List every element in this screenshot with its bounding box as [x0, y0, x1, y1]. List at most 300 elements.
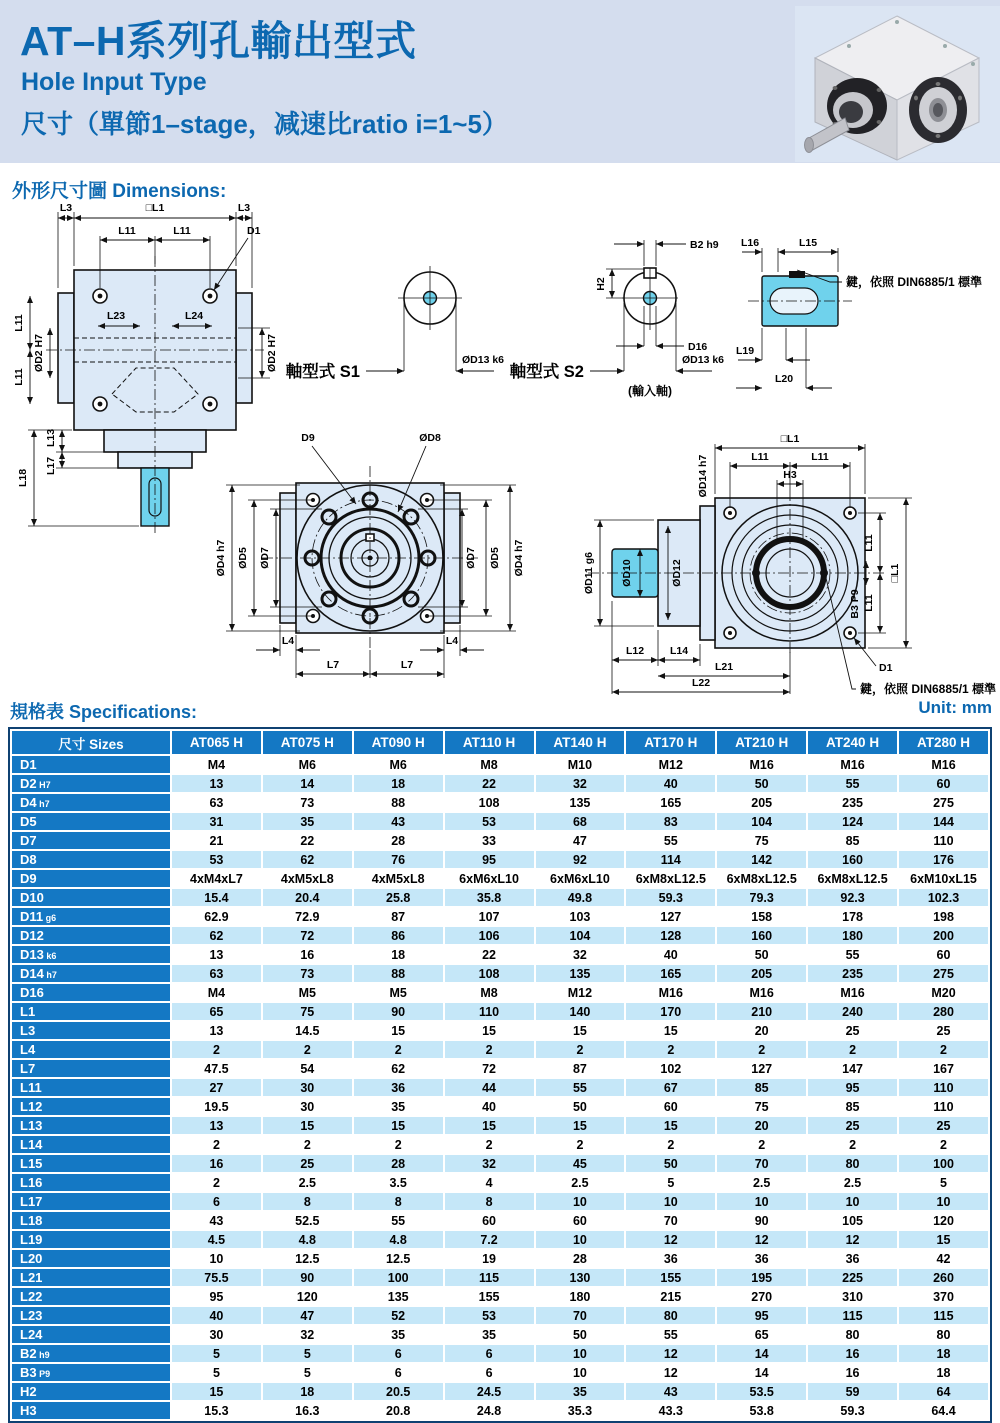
- value-cell: 40: [626, 946, 715, 963]
- value-cell: 33: [445, 832, 534, 849]
- value-cell: 15: [172, 1383, 261, 1400]
- value-cell: 35: [354, 1326, 443, 1343]
- value-cell: 18: [263, 1383, 352, 1400]
- value-cell: 22: [445, 775, 534, 792]
- value-cell: 80: [808, 1326, 897, 1343]
- dim-label: ØD7: [259, 547, 271, 569]
- dim-label: L11: [173, 225, 191, 237]
- value-cell: 62: [263, 851, 352, 868]
- dim-label: L11: [118, 225, 136, 237]
- value-cell: 75: [717, 832, 806, 849]
- value-cell: 178: [808, 908, 897, 925]
- value-cell: 102: [626, 1060, 715, 1077]
- dim-label: ØD10: [621, 559, 633, 587]
- row-label-tolerance: g6: [43, 913, 57, 923]
- table-row: [12, 1383, 988, 1400]
- value-cell: 31: [172, 813, 261, 830]
- value-cell: 47: [536, 832, 625, 849]
- row-label: L1: [12, 1003, 170, 1020]
- value-cell: 43: [626, 1383, 715, 1400]
- column-header: AT075 H: [263, 731, 352, 754]
- row-label: D16: [12, 984, 170, 1001]
- value-cell: 87: [354, 908, 443, 925]
- value-cell: 158: [717, 908, 806, 925]
- value-cell: 4xM4xL7: [172, 870, 261, 887]
- value-cell: 2: [717, 1136, 806, 1153]
- value-cell: 240: [808, 1003, 897, 1020]
- value-cell: 2: [899, 1136, 988, 1153]
- value-cell: 20.5: [354, 1383, 443, 1400]
- dim-label: H3: [783, 469, 797, 481]
- value-cell: 100: [354, 1269, 443, 1286]
- value-cell: 4: [445, 1174, 534, 1191]
- value-cell: 18: [354, 775, 443, 792]
- row-label: H3: [12, 1402, 170, 1419]
- table-row: [12, 1098, 988, 1115]
- value-cell: 92.3: [808, 889, 897, 906]
- value-cell: 13: [172, 775, 261, 792]
- value-cell: 14: [717, 1364, 806, 1381]
- value-cell: 55: [808, 775, 897, 792]
- value-cell: 108: [445, 794, 534, 811]
- dim-label: L7: [400, 659, 414, 671]
- table-row: [12, 813, 988, 830]
- value-cell: 36: [717, 1250, 806, 1267]
- value-cell: 55: [626, 832, 715, 849]
- value-cell: 28: [354, 1155, 443, 1172]
- dim-label: D1: [879, 662, 893, 674]
- value-cell: 10: [536, 1345, 625, 1362]
- row-label: D14 h7: [12, 965, 170, 982]
- row-label: L24: [12, 1326, 170, 1343]
- table-row: [12, 1003, 988, 1020]
- value-cell: 110: [899, 1079, 988, 1096]
- value-cell: 15: [536, 1022, 625, 1039]
- table-row: [12, 1212, 988, 1229]
- value-cell: 25: [808, 1117, 897, 1134]
- value-cell: M4: [172, 756, 261, 773]
- dim-label: L24: [184, 310, 204, 322]
- value-cell: 128: [626, 927, 715, 944]
- value-cell: 63: [172, 794, 261, 811]
- value-cell: 104: [536, 927, 625, 944]
- value-cell: 36: [354, 1079, 443, 1096]
- dim-label: B2 h9: [690, 239, 719, 251]
- value-cell: 30: [172, 1326, 261, 1343]
- row-label: D5: [12, 813, 170, 830]
- value-cell: 135: [536, 965, 625, 982]
- value-cell: 40: [172, 1307, 261, 1324]
- value-cell: 6xM8xL12.5: [808, 870, 897, 887]
- value-cell: 6xM6xL10: [445, 870, 534, 887]
- value-cell: 62.9: [172, 908, 261, 925]
- value-cell: 53.5: [717, 1383, 806, 1400]
- value-cell: 92: [536, 851, 625, 868]
- value-cell: 2: [263, 1136, 352, 1153]
- dim-label: L4: [281, 635, 295, 647]
- value-cell: 2: [263, 1041, 352, 1058]
- dim-label: □L1: [145, 202, 165, 214]
- row-label: D8: [12, 851, 170, 868]
- dim-label: L11: [863, 594, 875, 612]
- page-title: AT–H系列孔輸出型式: [20, 18, 417, 64]
- row-label: L18: [12, 1212, 170, 1229]
- dim-label: ØD13 k6: [682, 354, 725, 366]
- row-label-tolerance: P9: [36, 1369, 51, 1379]
- row-label: D10: [12, 889, 170, 906]
- value-cell: 20: [717, 1117, 806, 1134]
- value-cell: 85: [717, 1079, 806, 1096]
- value-cell: 2: [172, 1041, 261, 1058]
- table-row: [12, 927, 988, 944]
- value-cell: 55: [808, 946, 897, 963]
- key-standard-note: 鍵，依照 DIN6885/1 標準: [846, 275, 983, 289]
- value-cell: 103: [536, 908, 625, 925]
- value-cell: 120: [899, 1212, 988, 1229]
- dim-label: L21: [714, 661, 734, 673]
- dim-label: L11: [811, 451, 829, 463]
- value-cell: 20.8: [354, 1402, 443, 1419]
- specs-header-row: [10, 698, 992, 724]
- value-cell: 59: [808, 1383, 897, 1400]
- value-cell: 85: [808, 1098, 897, 1115]
- value-cell: 25: [808, 1022, 897, 1039]
- flange-view-drawing: [215, 432, 525, 678]
- value-cell: 15: [536, 1117, 625, 1134]
- value-cell: 36: [808, 1250, 897, 1267]
- value-cell: 2: [354, 1136, 443, 1153]
- value-cell: M8: [445, 984, 534, 1001]
- value-cell: 15: [626, 1022, 715, 1039]
- value-cell: M4: [172, 984, 261, 1001]
- value-cell: M10: [536, 756, 625, 773]
- table-row: [12, 1250, 988, 1267]
- value-cell: 144: [899, 813, 988, 830]
- row-label: B2 h9: [12, 1345, 170, 1362]
- value-cell: 155: [445, 1288, 534, 1305]
- table-row: [12, 1193, 988, 1210]
- value-cell: 10: [536, 1193, 625, 1210]
- dim-label: ØD2 H7: [33, 334, 45, 372]
- row-label: D1: [12, 756, 170, 773]
- value-cell: 80: [626, 1307, 715, 1324]
- value-cell: 8: [445, 1193, 534, 1210]
- dim-label: L11: [863, 534, 875, 552]
- dim-label: L11: [13, 368, 25, 386]
- value-cell: 18: [899, 1345, 988, 1362]
- value-cell: 5: [263, 1345, 352, 1362]
- value-cell: 15.4: [172, 889, 261, 906]
- table-row: [12, 1022, 988, 1039]
- value-cell: M20: [899, 984, 988, 1001]
- table-row: [12, 1136, 988, 1153]
- value-cell: 2: [445, 1136, 534, 1153]
- value-cell: 95: [172, 1288, 261, 1305]
- value-cell: 160: [808, 851, 897, 868]
- value-cell: 370: [899, 1288, 988, 1305]
- value-cell: 44: [445, 1079, 534, 1096]
- value-cell: 22: [263, 832, 352, 849]
- value-cell: 2.5: [717, 1174, 806, 1191]
- value-cell: 87: [536, 1060, 625, 1077]
- value-cell: 2: [899, 1041, 988, 1058]
- value-cell: 47.5: [172, 1060, 261, 1077]
- value-cell: 42: [899, 1250, 988, 1267]
- value-cell: 8: [263, 1193, 352, 1210]
- page-subtitle-en: Hole Input Type: [21, 68, 207, 96]
- row-label: L22: [12, 1288, 170, 1305]
- table-row: [12, 1345, 988, 1362]
- value-cell: 13: [172, 1022, 261, 1039]
- value-cell: 95: [808, 1079, 897, 1096]
- value-cell: 2: [172, 1136, 261, 1153]
- value-cell: 10: [536, 1364, 625, 1381]
- value-cell: 8: [354, 1193, 443, 1210]
- value-cell: 270: [717, 1288, 806, 1305]
- table-row: [12, 832, 988, 849]
- value-cell: 115: [445, 1269, 534, 1286]
- row-label: D11 g6: [12, 908, 170, 925]
- value-cell: 16: [808, 1364, 897, 1381]
- value-cell: 105: [808, 1212, 897, 1229]
- value-cell: 24.8: [445, 1402, 534, 1419]
- value-cell: 35.3: [536, 1402, 625, 1419]
- value-cell: 6xM8xL12.5: [717, 870, 806, 887]
- value-cell: 86: [354, 927, 443, 944]
- value-cell: 55: [536, 1079, 625, 1096]
- value-cell: 310: [808, 1288, 897, 1305]
- value-cell: 210: [717, 1003, 806, 1020]
- dim-label: ØD7: [465, 547, 477, 569]
- value-cell: 85: [808, 832, 897, 849]
- table-row: [12, 756, 988, 773]
- value-cell: 104: [717, 813, 806, 830]
- value-cell: 198: [899, 908, 988, 925]
- value-cell: 40: [445, 1098, 534, 1115]
- row-label-tolerance: H7: [36, 780, 51, 790]
- value-cell: 20: [717, 1022, 806, 1039]
- value-cell: 260: [899, 1269, 988, 1286]
- value-cell: 5: [899, 1174, 988, 1191]
- value-cell: 68: [536, 813, 625, 830]
- header-banner: [0, 0, 1000, 163]
- value-cell: 2.5: [263, 1174, 352, 1191]
- column-header: AT140 H: [536, 731, 625, 754]
- value-cell: 14: [263, 775, 352, 792]
- value-cell: 95: [445, 851, 534, 868]
- key-standard-note: 鍵，依照 DIN6885/1 標準: [860, 682, 997, 696]
- dim-label: L12: [625, 645, 645, 657]
- value-cell: 14.5: [263, 1022, 352, 1039]
- dim-label: L7: [326, 659, 340, 671]
- dim-label: ØD4 h7: [513, 539, 525, 577]
- value-cell: 15: [445, 1022, 534, 1039]
- side-view-drawing: [583, 433, 996, 696]
- value-cell: 67: [626, 1079, 715, 1096]
- value-cell: 2: [536, 1136, 625, 1153]
- dim-label: B3 P9: [849, 589, 861, 619]
- dim-label: ØD5: [489, 547, 501, 569]
- value-cell: 24.5: [445, 1383, 534, 1400]
- value-cell: 15: [354, 1117, 443, 1134]
- value-cell: 53: [172, 851, 261, 868]
- value-cell: 70: [626, 1212, 715, 1229]
- value-cell: 52: [354, 1307, 443, 1324]
- dim-label: H2: [595, 277, 607, 291]
- value-cell: 165: [626, 965, 715, 982]
- value-cell: 16: [263, 946, 352, 963]
- value-cell: 32: [536, 946, 625, 963]
- table-row: [12, 1041, 988, 1058]
- row-label: L11: [12, 1079, 170, 1096]
- value-cell: 35: [445, 1326, 534, 1343]
- value-cell: 135: [354, 1288, 443, 1305]
- table-row: [12, 1364, 988, 1381]
- row-label: L21: [12, 1269, 170, 1286]
- table-row: [12, 965, 988, 982]
- value-cell: 205: [717, 794, 806, 811]
- value-cell: 50: [536, 1098, 625, 1115]
- value-cell: 53: [445, 1307, 534, 1324]
- dim-label: L4: [445, 635, 459, 647]
- value-cell: 16: [172, 1155, 261, 1172]
- value-cell: 4xM5xL8: [263, 870, 352, 887]
- keyway-detail-drawing: [736, 237, 982, 388]
- row-label: L4: [12, 1041, 170, 1058]
- value-cell: 65: [717, 1326, 806, 1343]
- value-cell: 25.8: [354, 889, 443, 906]
- value-cell: 6xM10xL15: [899, 870, 988, 887]
- value-cell: 275: [899, 965, 988, 982]
- value-cell: 176: [899, 851, 988, 868]
- value-cell: 3.5: [354, 1174, 443, 1191]
- value-cell: 72.9: [263, 908, 352, 925]
- shaft-s2-title: 軸型式 S2: [509, 363, 584, 381]
- value-cell: 30: [263, 1079, 352, 1096]
- value-cell: 160: [717, 927, 806, 944]
- row-label: B3 P9: [12, 1364, 170, 1381]
- value-cell: 215: [626, 1288, 715, 1305]
- value-cell: 16: [808, 1345, 897, 1362]
- value-cell: 65: [172, 1003, 261, 1020]
- row-label: D12: [12, 927, 170, 944]
- value-cell: 124: [808, 813, 897, 830]
- value-cell: 16.3: [263, 1402, 352, 1419]
- value-cell: 6: [445, 1364, 534, 1381]
- value-cell: 13: [172, 1117, 261, 1134]
- row-label-tolerance: h9: [36, 1350, 50, 1360]
- value-cell: 15.3: [172, 1402, 261, 1419]
- value-cell: 55: [354, 1212, 443, 1229]
- row-label-tolerance: k6: [43, 951, 57, 961]
- shaft-type-s1-drawing: [286, 266, 504, 381]
- value-cell: 19.5: [172, 1098, 261, 1115]
- dimension-drawings: [0, 198, 1000, 696]
- value-cell: 53: [445, 813, 534, 830]
- value-cell: 49.8: [536, 889, 625, 906]
- value-cell: 52.5: [263, 1212, 352, 1229]
- table-row: [12, 1231, 988, 1248]
- table-row: [12, 851, 988, 868]
- dim-label: D1: [247, 225, 261, 237]
- value-cell: 10: [626, 1193, 715, 1210]
- dim-label: L3: [59, 202, 73, 214]
- dimensions-section-label: 外形尺寸圖 Dimensions:: [12, 181, 227, 202]
- table-row: [12, 1079, 988, 1096]
- specs-section-label: 規格表 Specifications:: [10, 702, 198, 722]
- value-cell: 50: [626, 1155, 715, 1172]
- dim-label: L19: [735, 345, 755, 357]
- value-cell: 19: [445, 1250, 534, 1267]
- value-cell: 50: [717, 775, 806, 792]
- value-cell: 60: [536, 1212, 625, 1229]
- dim-label: L22: [691, 677, 711, 689]
- dim-label: ØD12: [671, 559, 683, 587]
- value-cell: M6: [263, 756, 352, 773]
- value-cell: M16: [626, 984, 715, 1001]
- column-header: AT090 H: [354, 731, 443, 754]
- value-cell: 106: [445, 927, 534, 944]
- value-cell: 35: [354, 1098, 443, 1115]
- value-cell: 54: [263, 1060, 352, 1077]
- value-cell: 79.3: [717, 889, 806, 906]
- value-cell: 5: [263, 1364, 352, 1381]
- value-cell: 43: [354, 813, 443, 830]
- column-header: AT210 H: [717, 731, 806, 754]
- value-cell: M12: [626, 756, 715, 773]
- value-cell: 2: [445, 1041, 534, 1058]
- row-label: L7: [12, 1060, 170, 1077]
- value-cell: 2: [536, 1041, 625, 1058]
- value-cell: 47: [263, 1307, 352, 1324]
- row-label: L3: [12, 1022, 170, 1039]
- table-row: [12, 1117, 988, 1134]
- value-cell: M6: [354, 756, 443, 773]
- value-cell: 70: [717, 1155, 806, 1172]
- shaft-s1-title: 軸型式 S1: [285, 363, 360, 381]
- value-cell: 25: [899, 1117, 988, 1134]
- value-cell: 235: [808, 965, 897, 982]
- value-cell: M8: [445, 756, 534, 773]
- row-label: L13: [12, 1117, 170, 1134]
- value-cell: 6: [354, 1364, 443, 1381]
- column-header: AT065 H: [172, 731, 261, 754]
- column-header: AT110 H: [445, 731, 534, 754]
- row-label: D7: [12, 832, 170, 849]
- row-label: L14: [12, 1136, 170, 1153]
- dim-label: ØD11 g6: [583, 551, 595, 595]
- row-label-tolerance: h7: [43, 970, 57, 980]
- table-row: [12, 984, 988, 1001]
- page-subtitle-spec: 尺寸（單節1–stage，减速比ratio i=1~5）: [21, 109, 508, 139]
- value-cell: 10: [536, 1231, 625, 1248]
- value-cell: 18: [354, 946, 443, 963]
- value-cell: 167: [899, 1060, 988, 1077]
- dim-label: ØD14 h7: [697, 454, 709, 498]
- dim-label: L20: [774, 373, 794, 385]
- value-cell: 35: [536, 1383, 625, 1400]
- value-cell: 147: [808, 1060, 897, 1077]
- dim-label: L16: [740, 237, 760, 249]
- value-cell: 62: [354, 1060, 443, 1077]
- value-cell: 95: [717, 1307, 806, 1324]
- value-cell: 12.5: [354, 1250, 443, 1267]
- input-shaft-note: (輸入軸): [628, 384, 672, 398]
- value-cell: 10: [717, 1193, 806, 1210]
- value-cell: 115: [899, 1307, 988, 1324]
- table-row: [12, 1155, 988, 1172]
- value-cell: 4.8: [354, 1231, 443, 1248]
